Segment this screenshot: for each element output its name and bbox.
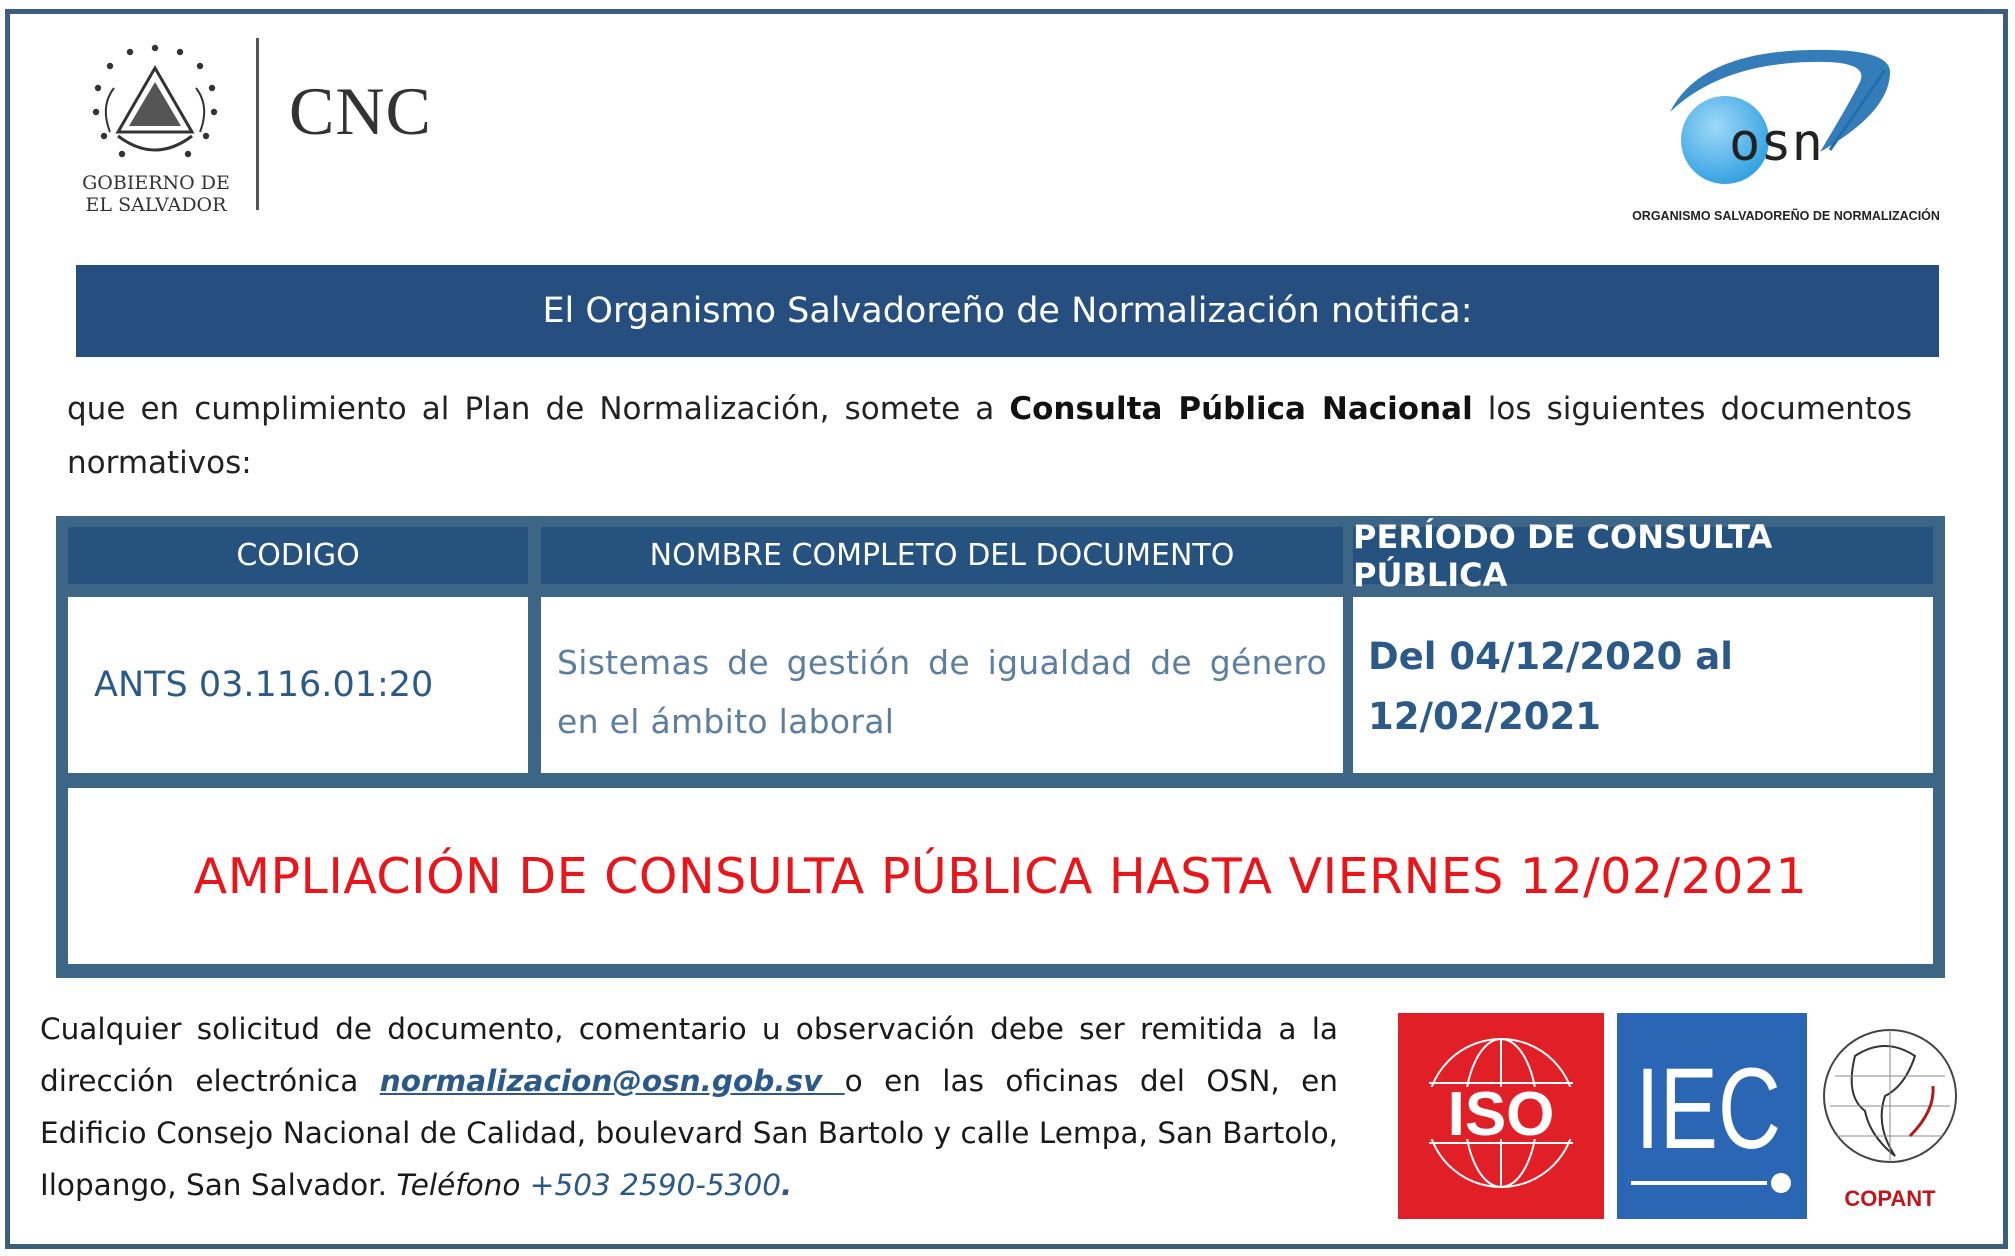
phone-label: Teléfono [396, 1168, 530, 1202]
iec-text: IEC [1635, 1044, 1782, 1173]
cnc-logo-text: CNC [289, 73, 432, 149]
osn-mark: osn [1729, 113, 1823, 173]
iso-text: ISO [1447, 1080, 1555, 1149]
document-code: ANTS 03.116.01:20 [94, 665, 434, 705]
gov-line-2: EL SALVADOR [85, 194, 227, 216]
intro-paragraph [67, 382, 1912, 490]
copant-logo [1815, 1016, 1965, 1216]
gov-line-1: GOBIERNO DE [82, 172, 230, 194]
footer-text-2: o en las oficinas del OSN, en Edificio Consejo Nacional de Calidad, boulevard San Bartolo y calle Lempa, San Bartolo, Ilopango, San Salvador. [40, 1064, 1338, 1202]
cell-period [1353, 597, 1933, 773]
period-line-1: Del 04/12/2020 al [1368, 635, 1733, 678]
osn-logo [1660, 42, 1900, 192]
intro-bold: Consulta Pública Nacional [1009, 391, 1473, 427]
header-nombre: NOMBRE COMPLETO DEL DOCUMENTO [541, 527, 1343, 584]
document-period [1368, 627, 1733, 747]
header-codigo: CODIGO [68, 527, 528, 584]
phone-number[interactable]: +503 2590-5300 [529, 1168, 781, 1202]
email-link[interactable]: normalizacion@osn.gob.sv [379, 1064, 845, 1098]
extension-notice: AMPLIACIÓN DE CONSULTA PÚBLICA HASTA VIERNES 12/02/2021 [193, 847, 1808, 905]
period-line-2: 12/02/2021 [1368, 695, 1601, 738]
header-periodo: PERÍODO DE CONSULTA PÚBLICA [1353, 527, 1933, 584]
cell-name [541, 597, 1343, 773]
iec-logo [1617, 1013, 1807, 1219]
document-name: Sistemas de gestión de igualdad de género en el ámbito laboral [557, 643, 1327, 741]
notice-banner: El Organismo Salvadoreño de Normalización notifica: [76, 265, 1939, 357]
footer-text-1: Cualquier solicitud de documento, comentario u observación debe ser remitida a la dirección electrónica [40, 1012, 1338, 1098]
copant-text: COPANT [1844, 1186, 1936, 1211]
documents-table [56, 516, 1945, 978]
government-label [76, 172, 236, 216]
iso-logo [1398, 1013, 1604, 1219]
footer-contact-text [40, 1003, 1338, 1211]
phone-end: . [780, 1168, 793, 1202]
cell-notice [68, 788, 1933, 964]
cell-code [68, 597, 528, 773]
logo-divider [256, 38, 259, 210]
intro-text-start: que en cumplimiento al Plan de Normalización, somete a [67, 391, 1010, 427]
osn-caption: ORGANISMO SALVADOREÑO DE NORMALIZACIÓN [1632, 209, 1940, 223]
intro-text-end: los siguientes documentos normativos: [67, 391, 1912, 481]
